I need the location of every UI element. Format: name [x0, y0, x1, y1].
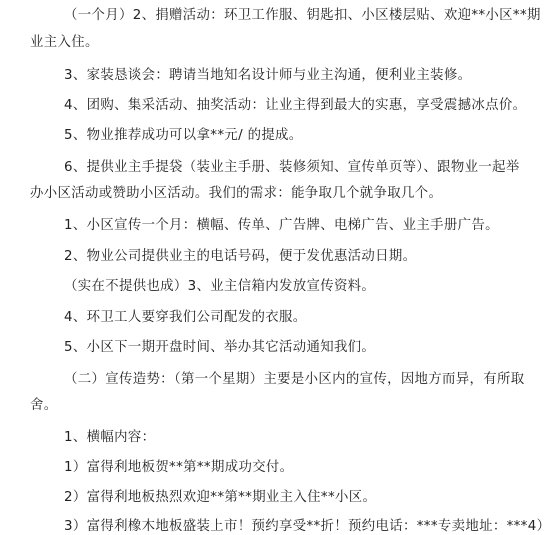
text-line: （二）宣传造势：（第一个星期）主要是小区内的宣传，因地方而异，有所取 [64, 372, 525, 387]
text-line: 4、环卫工人要穿我们公司配发的衣服。 [64, 310, 307, 325]
text-line: 3、家装恳谈会：聘请当地知名设计师与业主沟通，便利业主装修。 [64, 68, 472, 83]
text-line: 业主入住。 [30, 35, 99, 50]
text-line: 3）富得利橡木地板盛装上市！预约享受**折！预约电话：***专卖地址：***4） [64, 519, 550, 534]
text-line: 1）富得利地板贺**第**期成功交付。 [64, 460, 294, 475]
text-line: 办小区活动或赞助小区活动。我们的需求：能争取几个就争取几个。 [30, 186, 443, 201]
text-line: 6、提供业主手提袋（装业主手册、装修须知、宣传单页等）、跟物业一起举 [64, 160, 520, 175]
text-line: 5、小区下一期开盘时间、举办其它活动通知我们。 [64, 340, 376, 355]
text-line: 1、横幅内容： [64, 430, 156, 445]
text-line: 5、物业推荐成功可以拿**元/ 的提成。 [64, 128, 303, 143]
text-line: 舍。 [30, 398, 58, 413]
text-line: （一个月）2、捐赠活动：环卫工作服、钥匙扣、小区楼层贴、欢迎**小区**期 [64, 8, 541, 23]
text-line: 2）富得利地板热烈欢迎**第**期业主入住**小区。 [64, 490, 377, 505]
text-line: 1、小区宣传一个月：横幅、传单、广告牌、电梯广告、业主手册广告。 [64, 218, 499, 233]
text-line: （实在不提供也成）3、业主信箱内发放宣传资料。 [64, 279, 376, 294]
text-line: 4、团购、集采活动、抽奖活动：让业主得到最大的实惠，享受震撼冰点价。 [64, 98, 527, 113]
text-line: 2、物业公司提供业主的电话号码，便于发优惠活动日期。 [64, 249, 417, 264]
